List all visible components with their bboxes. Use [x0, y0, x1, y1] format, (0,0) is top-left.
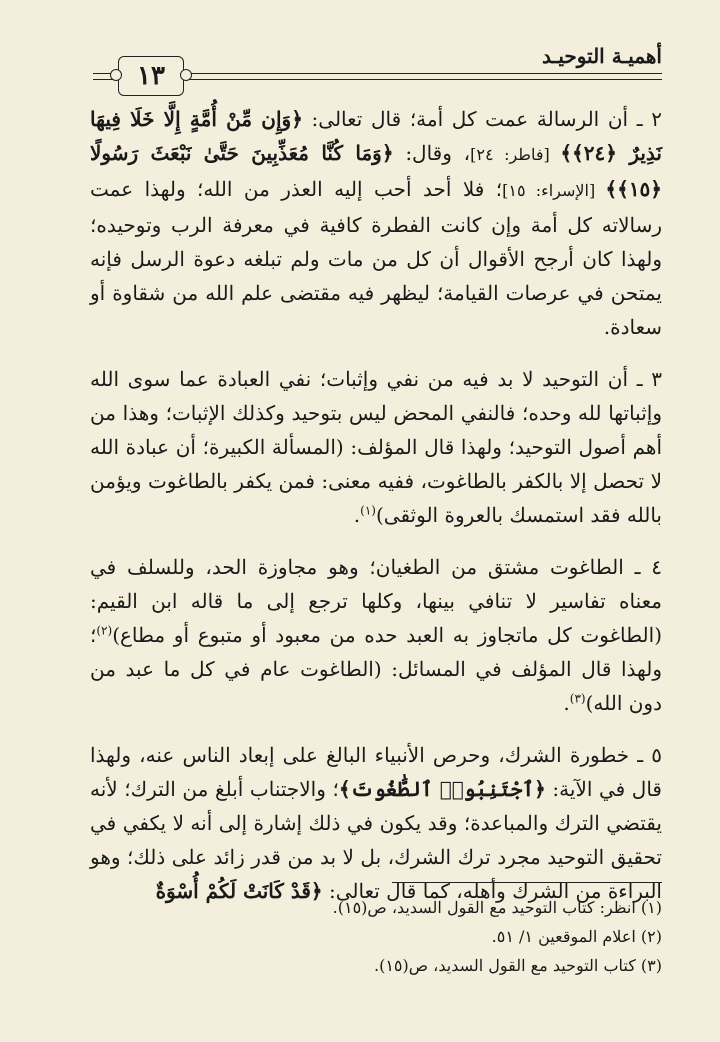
- page-number: ١٣: [137, 61, 165, 91]
- quran-verse-fatir: ﴿وَإِن مِّنْ أُمَّةٍ إِلَّا خَلَا فِيهَا نَذِيرٌ ﴿٢٤﴾﴾: [90, 107, 662, 165]
- footnote-3: (٣) كتاب التوحيد مع القول السديد، ص(١٥).: [373, 956, 662, 975]
- running-title: أهميـة التوحيـد: [541, 44, 662, 68]
- paragraph-3-text: ٣ ـ أن التوحيد لا بد فيه من نفي وإثبات؛ نفي العبادة عما سوى الله وإثباتها لله وحده؛ فالنفي المحض ليس بتوحيد وكذلك الإثبات؛ وهذا من أهم أصول التوحيد؛ ولهذا قال المؤلف: (المسألة الكبيرة؛ أن عبادة الله لا تحصل إلا بالكفر بالطاغوت، ففيه معنى: فمن يكفر بالطاغوت ويؤمن بالله فقد استمسك بالعروة الوثقى): [90, 367, 662, 527]
- paragraph-2-rest: ؛ فلا أحد أحب إليه العذر من الله؛ ولهذا عمت رسالاته كل أمة وإن كانت الفطرة كافية في معرفة الرب وتوحيده؛ ولهذا كان أرجح الأقوال أن كل من مات ولم تبلغه دعوة الرسل فإنه يمتحن في عرصات القيامة؛ ليظهر فيه مقتضى علم الله من شقاوة أو سعادة.: [90, 177, 662, 339]
- paragraph-2-mid: ، وقال:: [393, 141, 471, 165]
- quran-verse-isra: ﴿وَمَا كُنَّا مُعَذِّبِينَ حَتَّىٰ نَبْعَثَ رَسُولًا ﴿١٥﴾﴾: [90, 141, 663, 201]
- verse-reference-isra: [الإسراء: ١٥]: [502, 181, 606, 200]
- paragraph-4-end: .: [563, 691, 570, 715]
- paragraph-2-intro: ٢ ـ أن الرسالة عمت كل أمة؛ قال تعالى:: [302, 107, 662, 131]
- footnote-separator: [392, 882, 662, 883]
- paragraph-3: [90, 362, 662, 532]
- main-text: [90, 102, 662, 926]
- paragraph-3-end: .: [353, 503, 361, 527]
- footnote-marker-2: (٢): [96, 623, 113, 638]
- footnotes: [90, 893, 662, 980]
- quran-verse-uswa: ﴿قَدْ كَانَتْ لَكُمْ أُسْوَةٌ: [155, 879, 323, 903]
- footnote-1: (١) انظر: كتاب التوحيد مع القول السديد، ص(١٥).: [332, 898, 662, 917]
- verse-reference-fatir: [فاطر: ٢٤]: [470, 145, 561, 164]
- paragraph-2: [90, 102, 662, 344]
- footnote-2: (٢) اعلام الموقعين ١/ ٥١.: [491, 927, 662, 946]
- paragraph-4: [90, 550, 662, 720]
- quran-verse-ijtanibu: ﴿ٱجْتَنِبُوا۟ ٱلطَّٰغُوتَ﴾: [338, 777, 546, 801]
- page-number-frame: [118, 56, 184, 96]
- footnote-marker-3: (٣): [569, 691, 586, 706]
- paragraph-5-text-2: ؛ والاجتناب أبلغ من الترك؛ لأنه يقتضي الترك والمباعدة؛ وقد يكون في ذلك إشارة إلى أنه لا يكفي في تحقيق التوحيد مجرد ترك الشرك، بل لا بد من قدر زائد على ذلك؛ وهو البراءة من الشرك وأهله، كما قال تعالى:: [90, 777, 662, 903]
- paragraph-5-text-1: ٥ ـ خطورة الشرك، وحرص الأنبياء البالغ على إبعاد الناس عنه، ولهذا قال في الآية:: [90, 743, 662, 801]
- paragraph-4-text-1: ٤ ـ الطاغوت مشتق من الطغيان؛ وهو مجاوزة الحد، وللسلف في معناه تفاسير لا تنافي بينها، وكلها ترجع إلى ما قاله ابن القيم: (الطاغوت كل ماتجاوز به العبد حده من معبود أو متبوع أو مطاع): [90, 555, 662, 647]
- footnote-marker-1: (١): [360, 503, 376, 518]
- paragraph-4-text-2: ؛ ولهذا قال المؤلف في المسائل: (الطاغوت عام في كل ما عبد من دون الله): [90, 623, 662, 715]
